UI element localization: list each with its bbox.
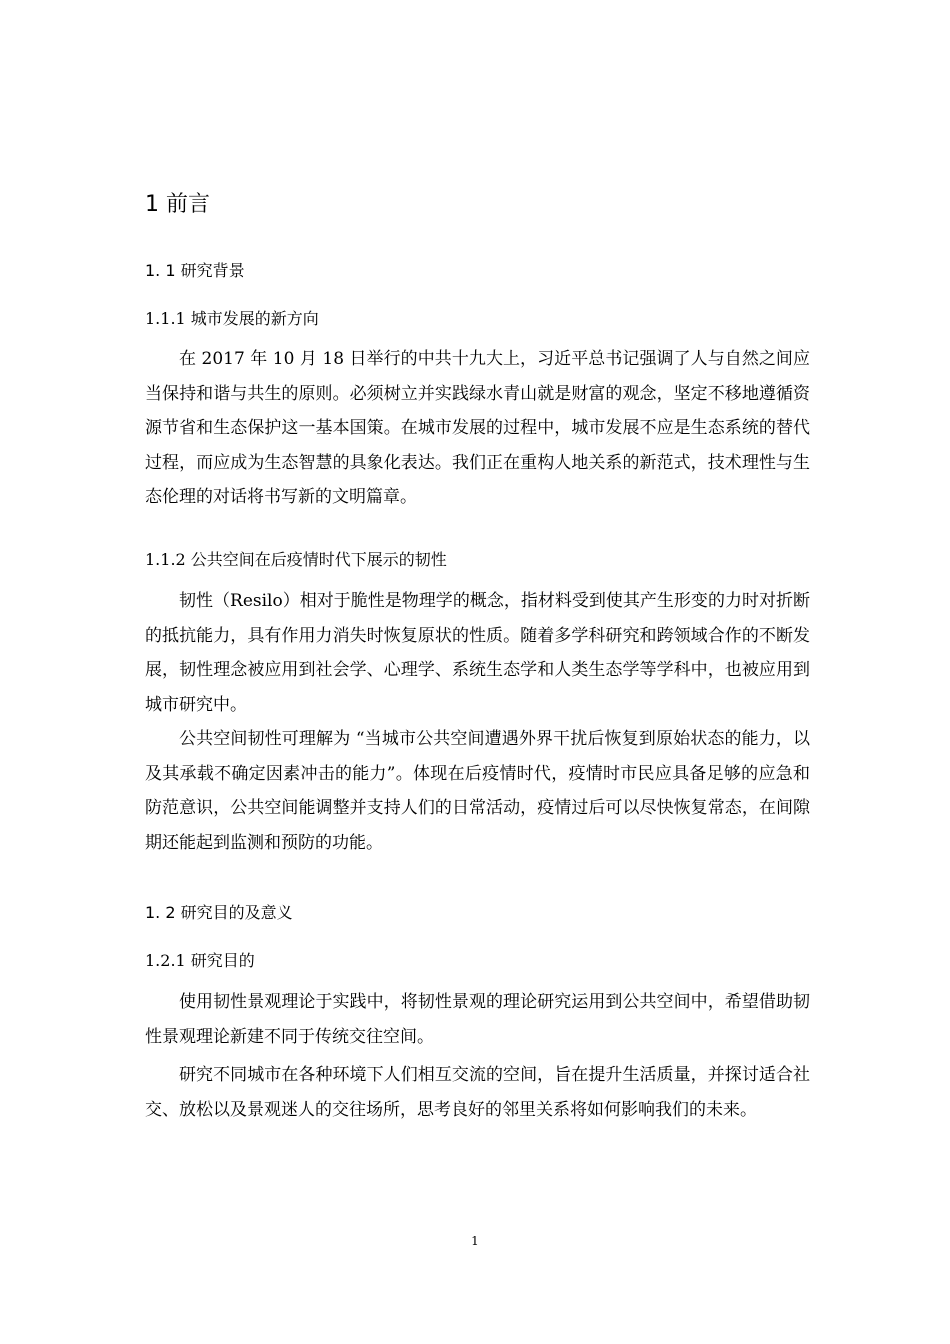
paragraph-research-goal-2: 研究不同城市在各种环境下人们相互交流的空间，旨在提升生活质量，并探讨适合社交、放松以及景观迷人的交往场所，思考良好的邻里关系将如何影响我们的未来。 [145,1065,810,1120]
section-heading-1-2: 1. 2 研究目的及意义 [145,903,293,922]
subsection-heading-1-2-1: 1.2.1 研究目的 [145,951,255,970]
paragraph-urban-development: 在 2017 年 10 月 18 日举行的中共十九大上，习近平总书记强调了人与自然之间应当保持和谐与共生的原则。必须树立并实践绿水青山就是财富的观念，坚定不移地遵循资源节省和生态保护这一基本国策。在城市发展的过程中，城市发展不应是生态系统的替代过程，而应成为生态智慧的具象化表达。我们正在重构人地关系的新范式，技术理性与生态伦理的对话将书写新的文明篇章。 [145,349,810,507]
paragraph-public-space-resilience: 公共空间韧性可理解为 “当城市公共空间遭遇外界干扰后恢复到原始状态的能力，以及其承载不确定因素冲击的能力”。体现在后疫情时代，疫情时市民应具备足够的应急和防范意识，公共空间能调整并支持人们的日常活动，疫情过后可以尽快恢复常态，在间隙期还能起到监测和预防的功能。 [145,729,810,853]
chapter-heading: 1 前言 [145,192,210,217]
paragraph-resilience-definition: 韧性（Resilo）相对于脆性是物理学的概念，指材料受到使其产生形变的力时对折断的抵抗能力，具有作用力消失时恢复原状的性质。随着多学科研究和跨领域合作的不断发展，韧性理念被应用到社会学、心理学、系统生态学和人类生态学等学科中，也被应用到城市研究中。 [145,591,810,715]
page-number: 1 [471,1234,479,1248]
subsection-heading-1-1-2: 1.1.2 公共空间在后疫情时代下展示的韧性 [145,550,447,569]
subsection-heading-1-1-1: 1.1.1 城市发展的新方向 [145,309,319,328]
section-heading-1-1: 1. 1 研究背景 [145,261,245,280]
paragraph-research-goal-1: 使用韧性景观理论于实践中，将韧性景观的理论研究运用到公共空间中，希望借助韧性景观理论新建不同于传统交往空间。 [145,992,810,1047]
